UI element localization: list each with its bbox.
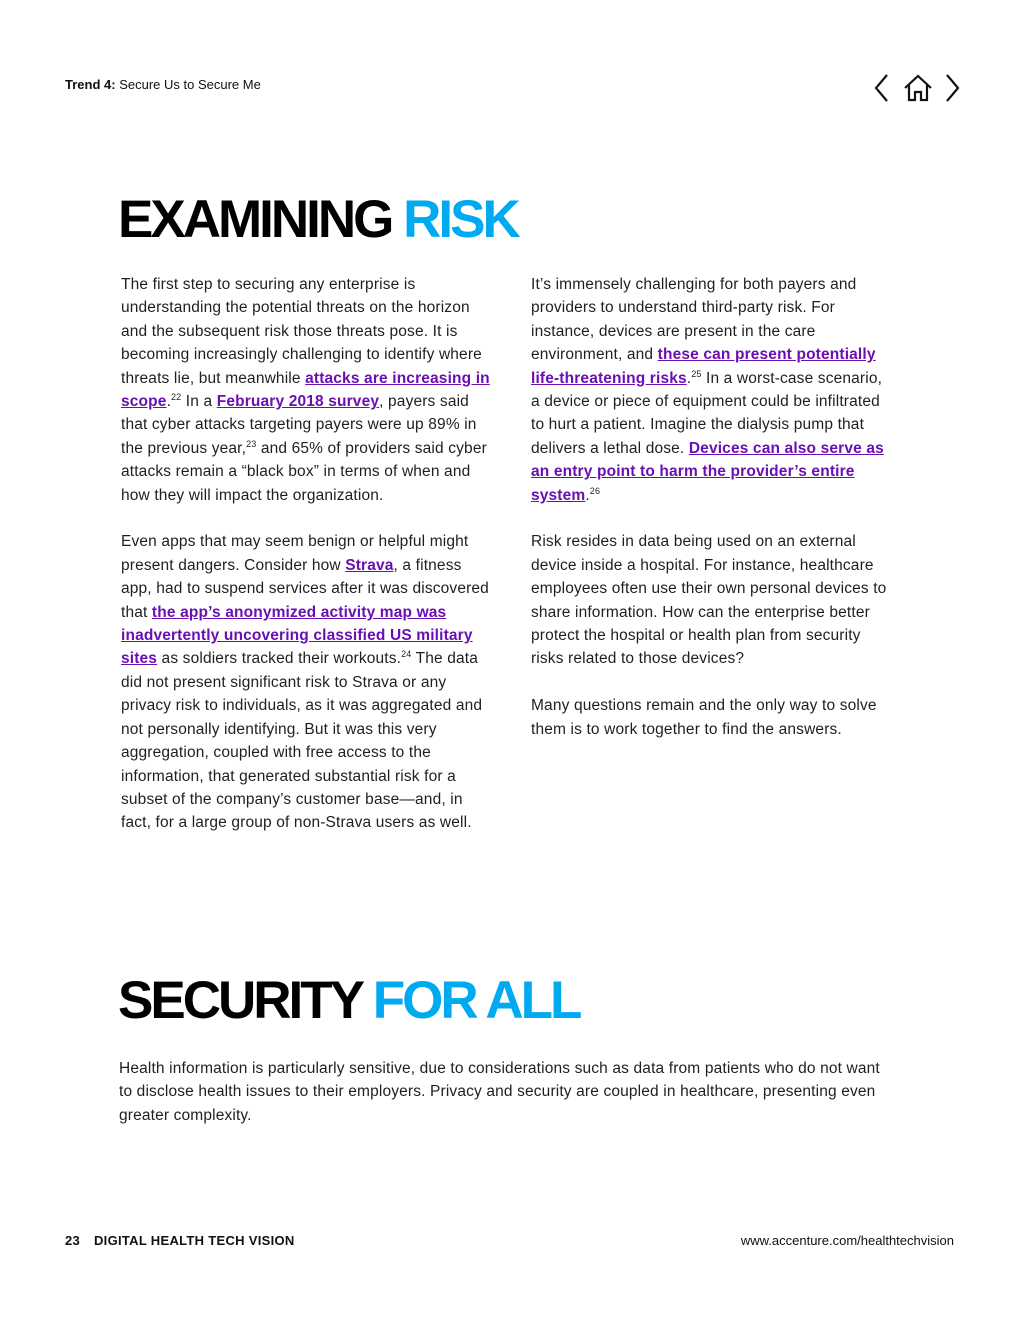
footnote-ref-24: 24	[401, 649, 412, 660]
document-title: DIGITAL HEALTH TECH VISION	[93, 1233, 295, 1248]
link-attacks-increasing[interactable]: attacks are increasing in scope	[121, 369, 490, 411]
section-heading-security-for-all	[118, 971, 580, 1030]
link-entry-point-harm[interactable]: Devices can also serve as an entry point to harm the provider’s entire system	[531, 439, 884, 504]
left-paragraph-1: The first step to securing any enterprise is understanding the potential threats on the horizon and the subsequent risk those threats pose. It is becoming increasingly challenging to identify where threats lie, but meanwhile attacks are increasing in scope.$^{22}$ In a February 2018 survey, payers said that cyber attacks targeting payers were up 89% in the previous year,$^{23}$ and 65% of providers said cyber attacks remain a “black box” in terms of when and how they will impact the organization.	[121, 276, 490, 504]
chevron-right-icon[interactable]	[942, 71, 962, 105]
right-paragraph-1: It’s immensely challenging for both payers and providers to understand third-party risk. For instance, devices are present in the care environment, and these can present potentially life-threatening risks.$^{25}$ In a worst-case scenario, a device or piece of equipment could be infiltrated to hurt a patient. Imagine the dialysis pump that delivers a lethal dose. Devices can also serve as an entry point to harm the provider’s entire system.$^{26}$	[531, 276, 884, 504]
heading-black-part: EXAMINING	[118, 190, 392, 249]
heading-black-part: SECURITY	[118, 971, 362, 1030]
trend-header	[65, 77, 261, 92]
home-icon[interactable]	[902, 71, 934, 105]
footnote-ref-25: 25	[691, 368, 702, 379]
footnote-ref-23: 23	[246, 438, 257, 449]
security-paragraph: Health information is particularly sensitive, due to considerations such as data from patients who do not want to disclose health issues to their employers. Privacy and security are coupled in healthcare, presenting even greater complexity.	[119, 1060, 880, 1124]
section-heading-examining-risk	[118, 190, 518, 249]
trend-title: Secure Us to Secure Me	[119, 77, 261, 92]
heading-blue-part: FOR ALL	[372, 971, 580, 1030]
page-number: 23	[65, 1233, 81, 1248]
footer-doc-info	[65, 1233, 295, 1248]
right-paragraph-2: Risk resides in data being used on an external device inside a hospital. For instance, healthcare employees often use their own personal devices to share information. How can the enterprise better protect the hospital or health plan from security risks related to those devices?	[531, 533, 887, 668]
footer-url[interactable]: www.accenture.com/healthtechvision	[740, 1233, 954, 1248]
footnote-ref-26: 26	[589, 485, 601, 496]
heading-blue-part: RISK	[403, 190, 518, 249]
link-life-threatening-risks[interactable]: these can present potentially life-threatening risks	[531, 346, 876, 387]
link-strava[interactable]: Strava	[345, 556, 394, 574]
link-february-2018-survey[interactable]: February 2018 survey	[216, 393, 380, 411]
right-paragraph-3: Many questions remain and the only way to solve them is to work together to find the answers.	[531, 697, 877, 738]
trend-label: Trend 4:	[65, 77, 116, 92]
chevron-left-icon[interactable]	[872, 71, 892, 105]
link-strava-military-sites[interactable]: the app’s anonymized activity map was inadvertently uncovering classified US military sites	[121, 603, 473, 668]
footnote-ref-22: 22	[171, 392, 182, 403]
left-paragraph-2: Even apps that may seem benign or helpful might present dangers. Consider how Strava, a fitness app, had to suspend services after it was discovered that the app’s anonymized activity map was inadvertently uncovering classified US military sites as soldiers tracked their workouts.$^{24}$ The data did not present significant risk to Strava or any privacy risk to individuals, as it was aggregated and not personally identifying. But it was this very aggregation, coupled with free access to the information, that generated substantial risk for a subset of the company’s customer base—and, in fact, for a large group of non-Strava users as well.	[121, 533, 489, 832]
left-column	[121, 273, 491, 858]
page-navigation	[872, 71, 964, 105]
right-column	[531, 273, 893, 764]
